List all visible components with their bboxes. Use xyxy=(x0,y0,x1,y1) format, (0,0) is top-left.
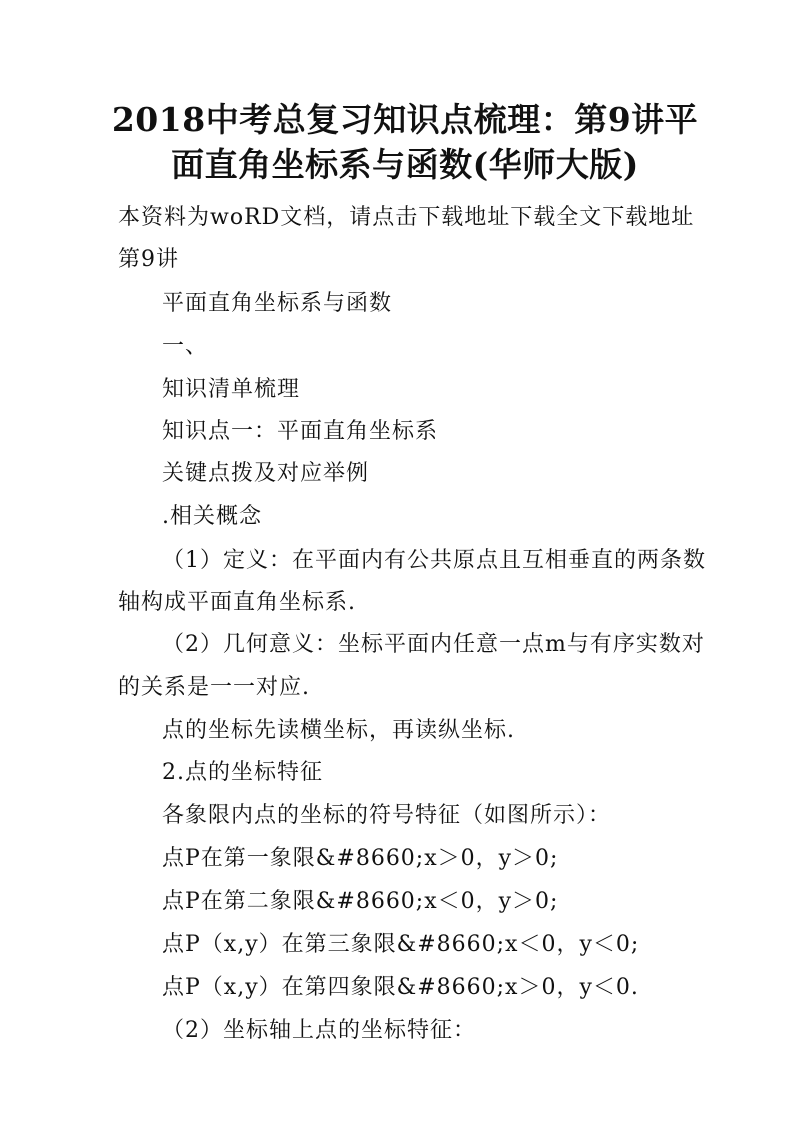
geometry-meaning-line-2: 的关系是一一对应. xyxy=(118,675,310,700)
quadrant-3-rule: 点P（x,y）在第三象限&#8660;x＜0，y＜0; xyxy=(162,932,640,957)
definition-line-1: （1）定义：在平面内有公共原点且互相垂直的两条数 xyxy=(162,548,706,573)
outline-heading-line: 知识清单梳理 xyxy=(162,377,301,402)
point-features-heading: 2.点的坐标特征 xyxy=(162,760,323,785)
section-title-line: 平面直角坐标系与函数 xyxy=(162,291,393,316)
document-title-line-2: 面直角坐标系与函数(华师大版) xyxy=(171,145,639,184)
intro-line: 本资料为woRD文档，请点击下载地址下载全文下载地址 xyxy=(118,205,695,230)
quadrant-sign-intro: 各象限内点的坐标的符号特征（如图所示）： xyxy=(162,803,612,828)
quadrant-4-rule: 点P（x,y）在第四象限&#8660;x＞0，y＜0. xyxy=(162,975,639,1000)
knowledge-point-heading: 知识点一：平面直角坐标系 xyxy=(162,419,439,444)
key-tips-heading: 关键点拨及对应举例 xyxy=(162,461,370,486)
quadrant-1-rule: 点P在第一象限&#8660;x＞0，y＞0; xyxy=(162,846,559,871)
axis-point-features-heading: （2）坐标轴上点的坐标特征： xyxy=(162,1018,476,1043)
section-number-line: 一、 xyxy=(162,334,209,359)
concepts-heading: .相关概念 xyxy=(162,504,262,529)
quadrant-2-rule: 点P在第二象限&#8660;x＜0，y＞0; xyxy=(162,889,559,914)
definition-line-2: 轴构成平面直角坐标系. xyxy=(118,590,356,615)
document-title-line-1: 2018中考总复习知识点梳理：第9讲平 xyxy=(111,100,699,139)
geometry-meaning-line-1: （2）几何意义：坐标平面内任意一点m与有序实数对 xyxy=(162,632,705,657)
lecture-number-line: 第9讲 xyxy=(118,247,179,272)
coordinate-reading-note: 点的坐标先读横坐标，再读纵坐标. xyxy=(162,718,515,743)
